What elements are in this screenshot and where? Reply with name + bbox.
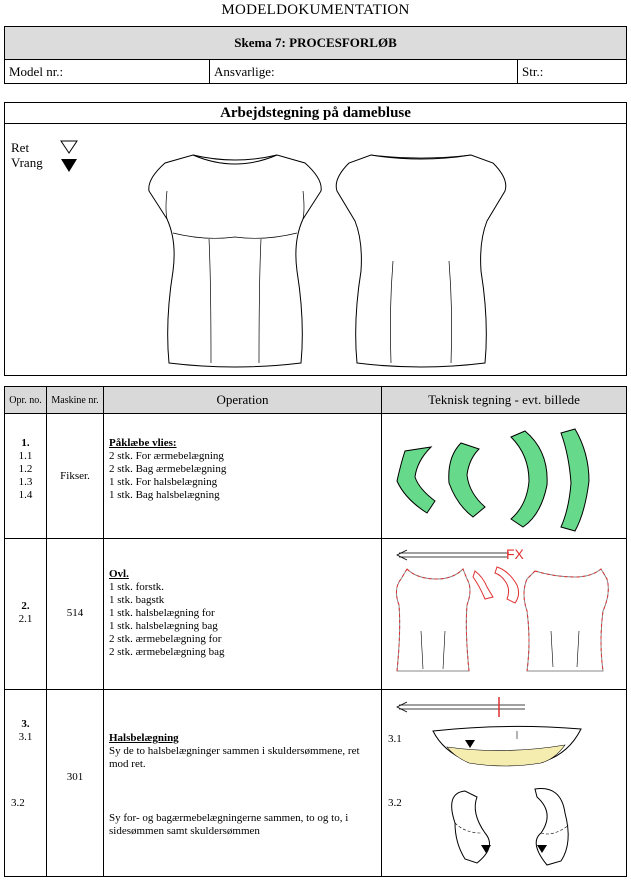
back-armhole-facing-piece xyxy=(449,443,485,517)
triangle-outline-icon xyxy=(61,141,77,153)
legend-right-side-label: Ret xyxy=(11,140,30,155)
front-armhole-facing-piece xyxy=(397,447,435,513)
op-main-number: 2. xyxy=(21,600,30,612)
document-title: MODELDOKUMENTATION xyxy=(221,2,410,18)
operation-line: 1 stk. halsbelægning bag xyxy=(109,620,218,632)
back-neck-facing-piece xyxy=(561,429,589,531)
row-divider xyxy=(5,538,626,539)
front-neck-facing-piece xyxy=(511,431,547,527)
operation-line: 1 stk. For halsbelægning xyxy=(109,476,218,488)
op-sub-number: 2.1 xyxy=(18,613,33,625)
machine-cell: 514 xyxy=(66,607,84,619)
size-label: Str.: xyxy=(522,64,544,79)
machine-cell: Fikser. xyxy=(60,470,90,482)
operation-line: Sy de to halsbelægninger sammen i skuldersømmene, ret mod ret. xyxy=(109,745,360,770)
back-bodice-piece xyxy=(524,569,608,671)
op-main-number: 1. xyxy=(21,437,30,449)
front-bodice-piece xyxy=(396,569,470,671)
op-main-number: 3. xyxy=(21,718,30,730)
triangle-filled-icon xyxy=(61,159,77,172)
op-sub-number: 3.1 xyxy=(18,731,33,743)
operation-line: 1 stk. Bag halsbelægning xyxy=(109,489,220,501)
operation-cell xyxy=(109,732,377,771)
column-divider xyxy=(46,387,47,876)
size-field[interactable] xyxy=(517,59,626,83)
operation-line: 1 stk. halsbelægning for xyxy=(109,607,215,619)
header-operation: Operation xyxy=(104,387,381,414)
operation-line: 1 stk. forstk. xyxy=(109,581,164,593)
legend-wrong-side-label: Vrang xyxy=(11,155,43,170)
model-number-field[interactable] xyxy=(5,59,209,83)
overlock-pieces-drawing xyxy=(387,541,623,683)
right-armhole-facing-piece xyxy=(535,789,568,866)
operation-title: Påklæbe vlies: xyxy=(109,437,177,449)
operation-line: 2 stk. ærmebelægning bag xyxy=(109,646,225,658)
operation-line: Sy for- og bagærmebelægningerne sammen, to og to, i sidesømmen samt skuldersømmen xyxy=(109,812,349,837)
operation-line: 2 stk. Bag ærmebelægning xyxy=(109,463,227,475)
row-divider xyxy=(5,689,626,690)
triangle-filled-icon xyxy=(481,845,491,853)
op-sub-number: 1.1 xyxy=(18,450,33,462)
figure-label: 3.2 xyxy=(388,797,402,809)
header-technical-drawing: Teknisk tegning - evt. billede xyxy=(382,387,626,414)
interfacing-pieces-drawing xyxy=(391,423,619,533)
operation-line: 1 stk. bagstk xyxy=(109,594,165,606)
op-number-cell xyxy=(5,600,46,626)
left-armhole-facing-piece xyxy=(452,791,490,863)
blouse-back-drawing xyxy=(331,151,511,373)
process-table xyxy=(4,386,627,877)
operation-line: 2 stk. ærmebelægning for xyxy=(109,633,222,645)
op-sub-number: 1.3 xyxy=(18,476,33,488)
op-sub-number: 1.2 xyxy=(18,463,33,475)
column-divider xyxy=(103,387,104,876)
machine-cell: 301 xyxy=(66,771,84,783)
responsible-field[interactable] xyxy=(209,59,517,83)
model-number-label: Model nr.: xyxy=(9,64,64,79)
schema-title: Skema 7: PROCESFORLØB xyxy=(5,27,626,60)
work-drawing-title: Arbejdstegning på damebluse xyxy=(5,103,626,124)
operation-title: Halsbelægning xyxy=(109,732,179,744)
neck-facing-assembly-drawing xyxy=(385,693,625,875)
legend-symbols xyxy=(59,139,81,175)
figure-label: 3.1 xyxy=(388,733,402,745)
op-number-cell xyxy=(5,718,46,744)
column-divider xyxy=(381,387,382,876)
operation-cell xyxy=(109,437,226,502)
operation-line: 2 stk. For ærmebelægning xyxy=(109,450,224,462)
work-drawing-section xyxy=(4,102,627,376)
header-fields xyxy=(5,59,626,83)
op-number-cell xyxy=(5,437,46,502)
header-machine: Maskine nr. xyxy=(47,387,103,414)
needle-icon xyxy=(397,550,407,560)
responsible-label: Ansvarlige: xyxy=(214,64,275,79)
needle-icon xyxy=(397,702,407,712)
serger-mark-label: FX xyxy=(506,546,524,562)
legend xyxy=(11,140,43,170)
triangle-filled-icon xyxy=(465,740,475,748)
op-sub-number: 1.4 xyxy=(18,489,33,501)
header-op-no: Opr. no. xyxy=(5,387,46,414)
header-table xyxy=(4,26,627,84)
operation-title: Ovl. xyxy=(109,568,129,580)
blouse-front-drawing xyxy=(145,151,325,373)
operation-cell xyxy=(109,568,225,659)
op-sub-number: 3.2 xyxy=(11,797,25,809)
